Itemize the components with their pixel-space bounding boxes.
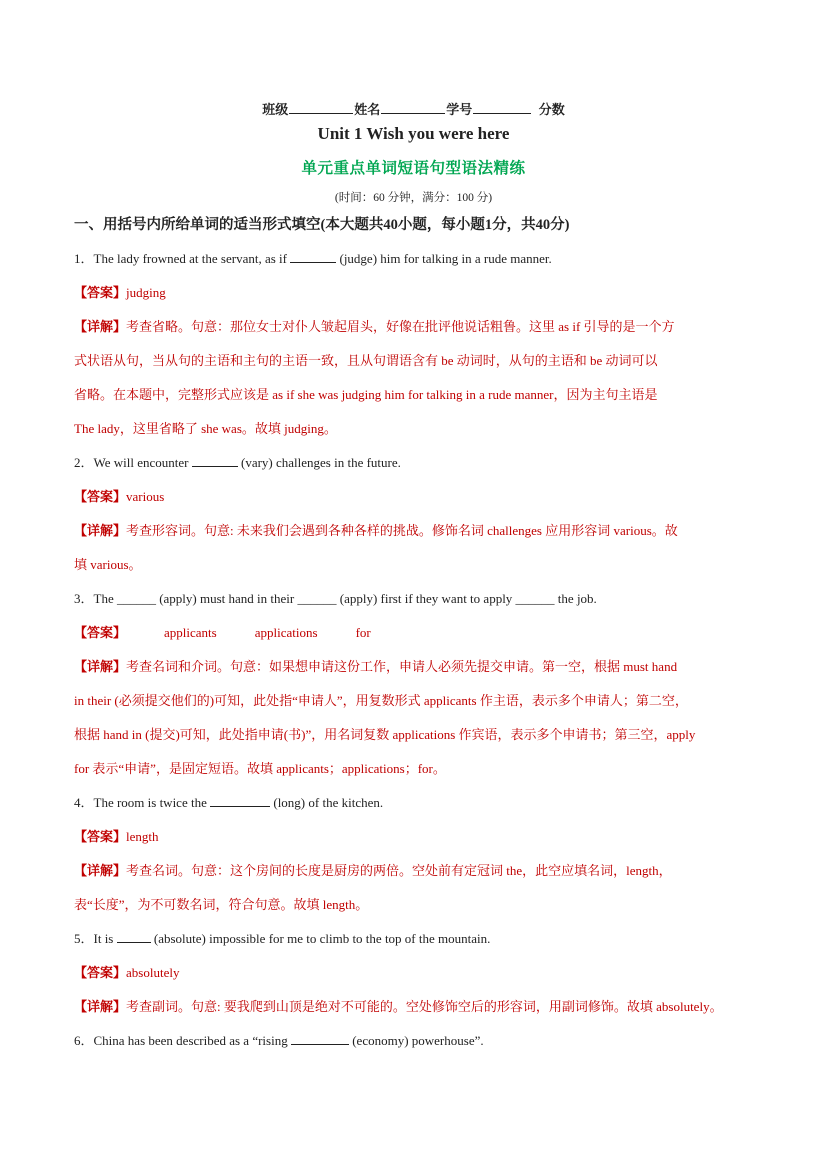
question-text: (long) of the kitchen.: [270, 795, 384, 810]
detail-line: 表“长度”，为不可数名词，符合句意。故填 length。: [74, 897, 369, 912]
answer-blank: [291, 1032, 349, 1045]
time-info: (时间：60 分钟，满分：100 分): [334, 192, 493, 204]
question-text: (absolute) impossible for me to climb to the top of the mountain.: [150, 931, 491, 946]
detail-1: [74, 316, 758, 350]
id-blank: [473, 101, 531, 114]
detail-text: 考查名词。句意：这个房间的长度是厨房的两倍。空处前有定冠词 the，此空应填名词，length，: [126, 863, 672, 878]
detail-3: [74, 656, 758, 690]
question-1: [74, 248, 758, 282]
answer-3: [74, 622, 758, 656]
question-3: 3．The ______ (apply) must hand in their ______ (apply) first if they want to apply ______ the job.: [74, 591, 597, 606]
detail-5: [74, 996, 758, 1030]
class-label: 班级: [262, 102, 289, 117]
answer-tag: 【答案】: [74, 285, 127, 300]
detail-text: 考查省略。句意：那位女士对仆人皱起眉头，好像在批评他说话粗鲁。这里 as if 引导的是一个方: [126, 319, 675, 334]
detail-text: 考查名词和介词。句意：如果想申请这份工作，申请人必须先提交申请。第一空，根据 must hand: [126, 659, 678, 674]
detail-2: [74, 520, 758, 554]
detail-4: [74, 860, 758, 894]
answer-tag: 【答案】: [74, 489, 127, 504]
answer-text: applications: [254, 625, 318, 640]
detail-tag: 【详解】: [74, 999, 127, 1014]
question-5: [74, 928, 758, 962]
question-text: 5．It is: [74, 931, 117, 946]
question-text: (judge) him for talking in a rude manner.: [336, 251, 552, 266]
page-title: Unit 1 Wish you were here: [317, 124, 510, 143]
answer-2: [74, 486, 758, 520]
answer-blank: [117, 930, 151, 943]
detail-tag: 【详解】: [74, 659, 127, 674]
detail-text: 考查形容词。句意: 未来我们会遇到各种各样的挑战。修饰名词 challenges 应用形容词 various。故: [126, 523, 678, 538]
page-subtitle: 单元重点单词短语句型语法精练: [301, 160, 526, 177]
detail-line: 省略。在本题中，完整形式应该是 as if she was judging him for talking in a rude manner，因为主句主语是: [74, 387, 658, 402]
answer-tag: 【答案】: [74, 829, 127, 844]
question-4: [74, 792, 758, 826]
question-text: 2．We will encounter: [74, 455, 192, 470]
question-6: [74, 1030, 758, 1064]
name-label: 姓名: [354, 102, 381, 117]
answer-text: for: [355, 625, 371, 640]
detail-line: 根据 hand in (提交)可知，此处指申请(书)”，用名词复数 applications 作宾语，表示多个申请书；第三空，apply: [74, 727, 696, 742]
score-label: 分数: [538, 102, 565, 117]
question-text: 4．The room is twice the: [74, 795, 211, 810]
section-title: 一、用括号内所给单词的适当形式填空(本大题共40小题，每小题1分，共40分): [74, 217, 570, 233]
detail-line: The lady，这里省略了 she was。故填 judging。: [74, 421, 337, 436]
question-text: 6．China has been described as a “rising: [74, 1033, 291, 1048]
detail-line: 填 various。: [74, 557, 142, 572]
detail-text: 考查副词。句意: 要我爬到山顶是绝对不可能的。空处修饰空后的形容词，用副词修饰。故填 absolutely。: [126, 999, 723, 1014]
question-2: [74, 452, 758, 486]
answer-blank: [290, 250, 336, 263]
detail-line: for 表示“申请”，是固定短语。故填 applicants；applications；for。: [74, 761, 446, 776]
detail-tag: 【详解】: [74, 523, 127, 538]
question-text: 1．The lady frowned at the servant, as if: [74, 251, 291, 266]
answer-tag: 【答案】: [74, 965, 127, 980]
id-label: 学号: [446, 102, 473, 117]
class-blank: [289, 101, 353, 114]
answer-text: judging: [126, 285, 166, 300]
question-text: (economy) powerhouse”.: [348, 1033, 484, 1048]
detail-tag: 【详解】: [74, 319, 127, 334]
detail-tag: 【详解】: [74, 863, 127, 878]
answer-text: various: [126, 489, 165, 504]
answer-1: [74, 282, 758, 316]
question-text: (vary) challenges in the future.: [237, 455, 401, 470]
answer-4: [74, 826, 758, 860]
name-blank: [381, 101, 445, 114]
answer-blank: [210, 794, 270, 807]
answer-tag: 【答案】: [74, 625, 127, 640]
student-info-line: [0, 99, 827, 118]
answer-text: applicants: [164, 625, 217, 640]
answer-blank: [192, 454, 238, 467]
detail-line: 式状语从句，当从句的主语和主句的主语一致，且从句谓语含有 be 动词时，从句的主语和 be 动词可以: [74, 353, 658, 368]
answer-text: length: [126, 829, 159, 844]
answer-5: [74, 962, 758, 996]
question-list: [74, 248, 758, 1064]
answer-text: absolutely: [126, 965, 180, 980]
detail-line: in their (必须提交他们的)可知，此处指“申请人”，用复数形式 applicants 作主语，表示多个申请人；第二空，: [74, 693, 688, 708]
